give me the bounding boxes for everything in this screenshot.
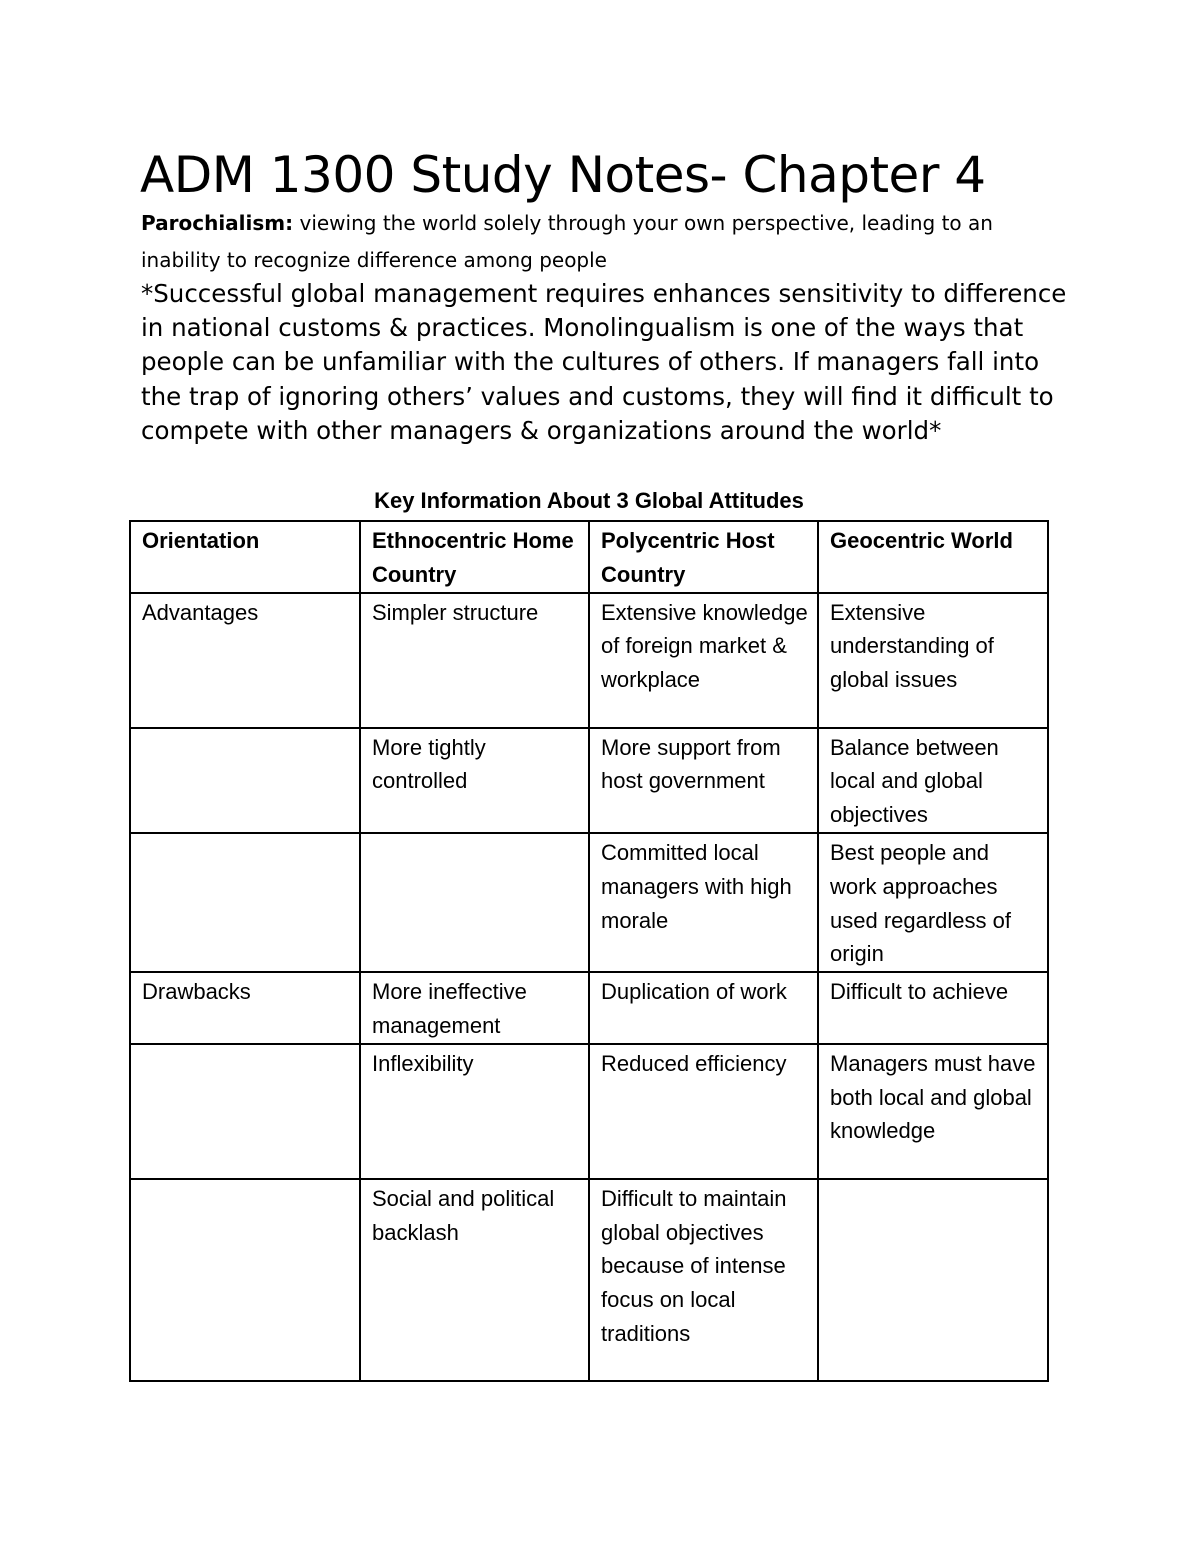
table-cell: Reduced efficiency: [589, 1044, 818, 1179]
table-cell: Difficult to maintain global objectives because of intense focus on local traditions: [589, 1179, 818, 1381]
header-orientation: Orientation: [130, 521, 360, 593]
table-cell: [818, 1179, 1048, 1381]
table-cell: [130, 1179, 360, 1381]
table-row: [130, 972, 1048, 1044]
table-cell: Drawbacks: [130, 972, 360, 1044]
table-cell: More support from host government: [589, 728, 818, 833]
table-cell: [130, 1044, 360, 1179]
table-cell: Managers must have both local and global knowledge: [818, 1044, 1048, 1179]
header-geocentric: Geocentric World: [818, 521, 1048, 593]
table-cell: Simpler structure: [360, 593, 589, 728]
table-cell: Balance between local and global objectives: [818, 728, 1048, 833]
table-cell: [360, 833, 589, 972]
table-row: [130, 1044, 1048, 1179]
table-cell: Extensive understanding of global issues: [818, 593, 1048, 728]
global-management-note: *Successful global management requires enhances sensitivity to difference in national customs & practices. Monolingualism is one of the ways that people can be unfamiliar with the cultures of others. If managers fall into the trap of ignoring others’ values and customs, they will find it difficult to compete with other managers & organizations around the world*: [141, 279, 1067, 445]
table-cell: Advantages: [130, 593, 360, 728]
table-row: [130, 833, 1048, 972]
table-cell: Best people and work approaches used regardless of origin: [818, 833, 1048, 972]
table-cell: Inflexibility: [360, 1044, 589, 1179]
definition-term: Parochialism:: [141, 211, 294, 235]
global-attitudes-table: [129, 520, 1049, 1382]
table-cell: More tightly controlled: [360, 728, 589, 833]
table-cell: Committed local managers with high morale: [589, 833, 818, 972]
table-cell: Extensive knowledge of foreign market & workplace: [589, 593, 818, 728]
table-header-row: [130, 521, 1048, 593]
table-cell: Difficult to achieve: [818, 972, 1048, 1044]
table-row: [130, 728, 1048, 833]
table-caption: Key Information About 3 Global Attitudes: [374, 488, 804, 513]
table-row: [130, 1179, 1048, 1381]
table-cell: Social and political backlash: [360, 1179, 589, 1381]
table-cell: More ineffective management: [360, 972, 589, 1044]
table-cell: [130, 833, 360, 972]
header-ethnocentric: Ethnocentric Home Country: [360, 521, 589, 593]
document-title: ADM 1300 Study Notes- Chapter 4: [140, 146, 986, 204]
table-cell: Duplication of work: [589, 972, 818, 1044]
definition-text: viewing the world solely through your own perspective, leading to an inability to recognize difference among people: [141, 211, 993, 272]
table-row: [130, 593, 1048, 728]
parochialism-definition: [141, 205, 1061, 279]
table-cell: [130, 728, 360, 833]
header-polycentric: Polycentric Host Country: [589, 521, 818, 593]
